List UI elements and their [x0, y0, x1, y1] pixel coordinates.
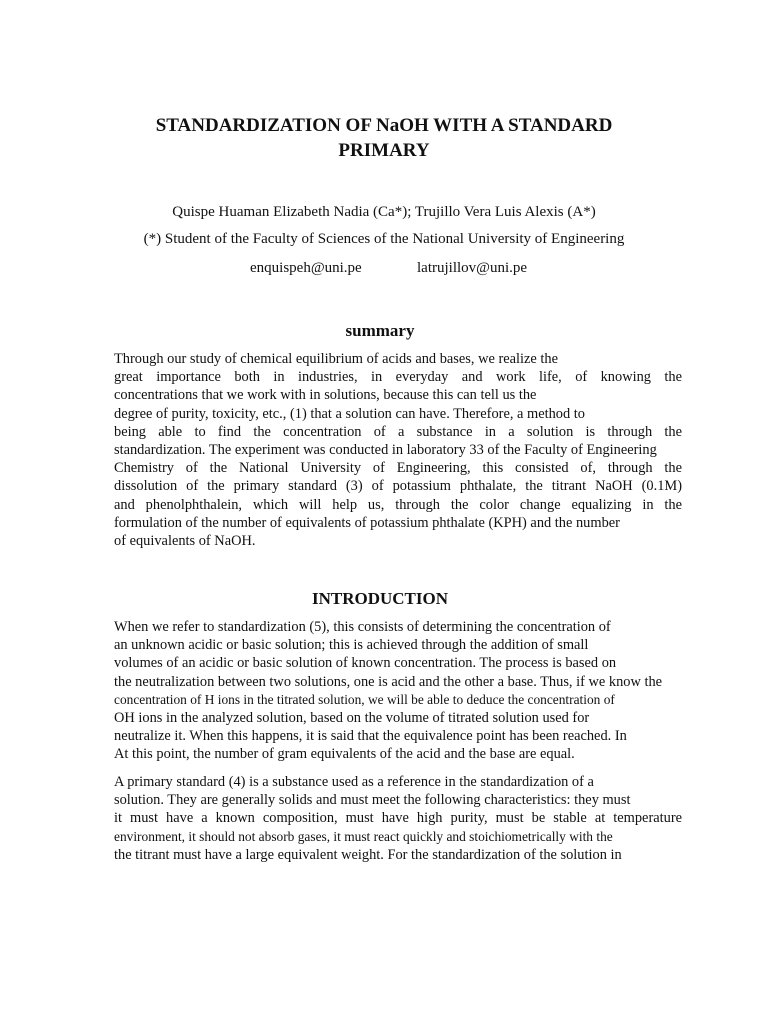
introduction-paragraph	[114, 618, 682, 764]
text-line: environment, it should not absorb gases, it must react quickly and stoichiometrically with the	[114, 828, 613, 844]
summary-paragraph	[114, 350, 682, 550]
text-line: formulation of the number of equivalents of potassium phthalate (KPH) and the number	[114, 514, 620, 531]
author-email[interactable]: latrujillov@uni.pe	[417, 260, 528, 276]
text-line: A primary standard (4) is a substance used as a reference in the standardization of a	[114, 774, 594, 790]
authors: Quispe Huaman Elizabeth Nadia (Ca*); Trujillo Vera Luis Alexis (A*)	[172, 204, 596, 220]
text-line: OH ions in the analyzed solution, based on the volume of titrated solution used for	[114, 709, 590, 726]
text-line: Chemistry of the National University of Engineering, this consisted of, through the	[114, 460, 682, 477]
title-line: STANDARDIZATION OF NaOH WITH A STANDARD	[155, 115, 613, 136]
text-line: volumes of an acidic or basic solution of known concentration. The process is based on	[114, 655, 617, 672]
text-line: being able to find the concentration of a substance in a solution is through the	[114, 423, 682, 440]
title-line: PRIMARY	[338, 140, 430, 161]
text-line: dissolution of the primary standard (3) of potassium phthalate, the titrant NaOH (0.1M)	[114, 478, 682, 495]
text-line: concentration of H ions in the titrated solution, we will be able to deduce the concentration of	[114, 691, 615, 707]
text-line: degree of purity, toxicity, etc., (1) that a solution can have. Therefore, a method to	[114, 405, 585, 422]
text-line: neutralize it. When this happens, it is said that the equivalence point has been reached. In	[114, 728, 627, 745]
text-line: and phenolphthalein, which will help us, through the color change equalizing in the	[114, 496, 682, 513]
paper-title	[120, 113, 648, 163]
text-line: it must have a known composition, must have high purity, must be stable at temperature	[114, 810, 682, 827]
author-email[interactable]: enquispeh@uni.pe	[250, 260, 362, 276]
affiliation: (*) Student of the Faculty of Sciences of the National University of Engineering	[143, 231, 625, 247]
text-line: solution. They are generally solids and must meet the following characteristics: they must	[114, 792, 631, 809]
text-line: the titrant must have a large equivalent weight. For the standardization of the solution in	[114, 846, 622, 863]
text-line: Through our study of chemical equilibrium of acids and bases, we realize the	[114, 351, 558, 367]
text-line: of equivalents of NaOH.	[114, 532, 256, 549]
text-line: standardization. The experiment was conducted in laboratory 33 of the Faculty of Engineering	[114, 441, 657, 458]
summary-heading: summary	[345, 321, 415, 340]
text-line: When we refer to standardization (5), this consists of determining the concentration of	[114, 619, 611, 635]
primary-standard-paragraph	[114, 773, 682, 864]
text-line: an unknown acidic or basic solution; this is achieved through the addition of small	[114, 637, 589, 654]
text-line: the neutralization between two solutions, one is acid and the other a base. Thus, if we know the	[114, 673, 663, 690]
text-line: At this point, the number of gram equivalents of the acid and the base are equal.	[114, 746, 575, 763]
text-line: great importance both in industries, in everyday and work life, of knowing the	[114, 369, 682, 386]
introduction-heading: INTRODUCTION	[311, 589, 449, 608]
text-line: concentrations that we work with in solutions, because this can tell us the	[114, 387, 537, 404]
